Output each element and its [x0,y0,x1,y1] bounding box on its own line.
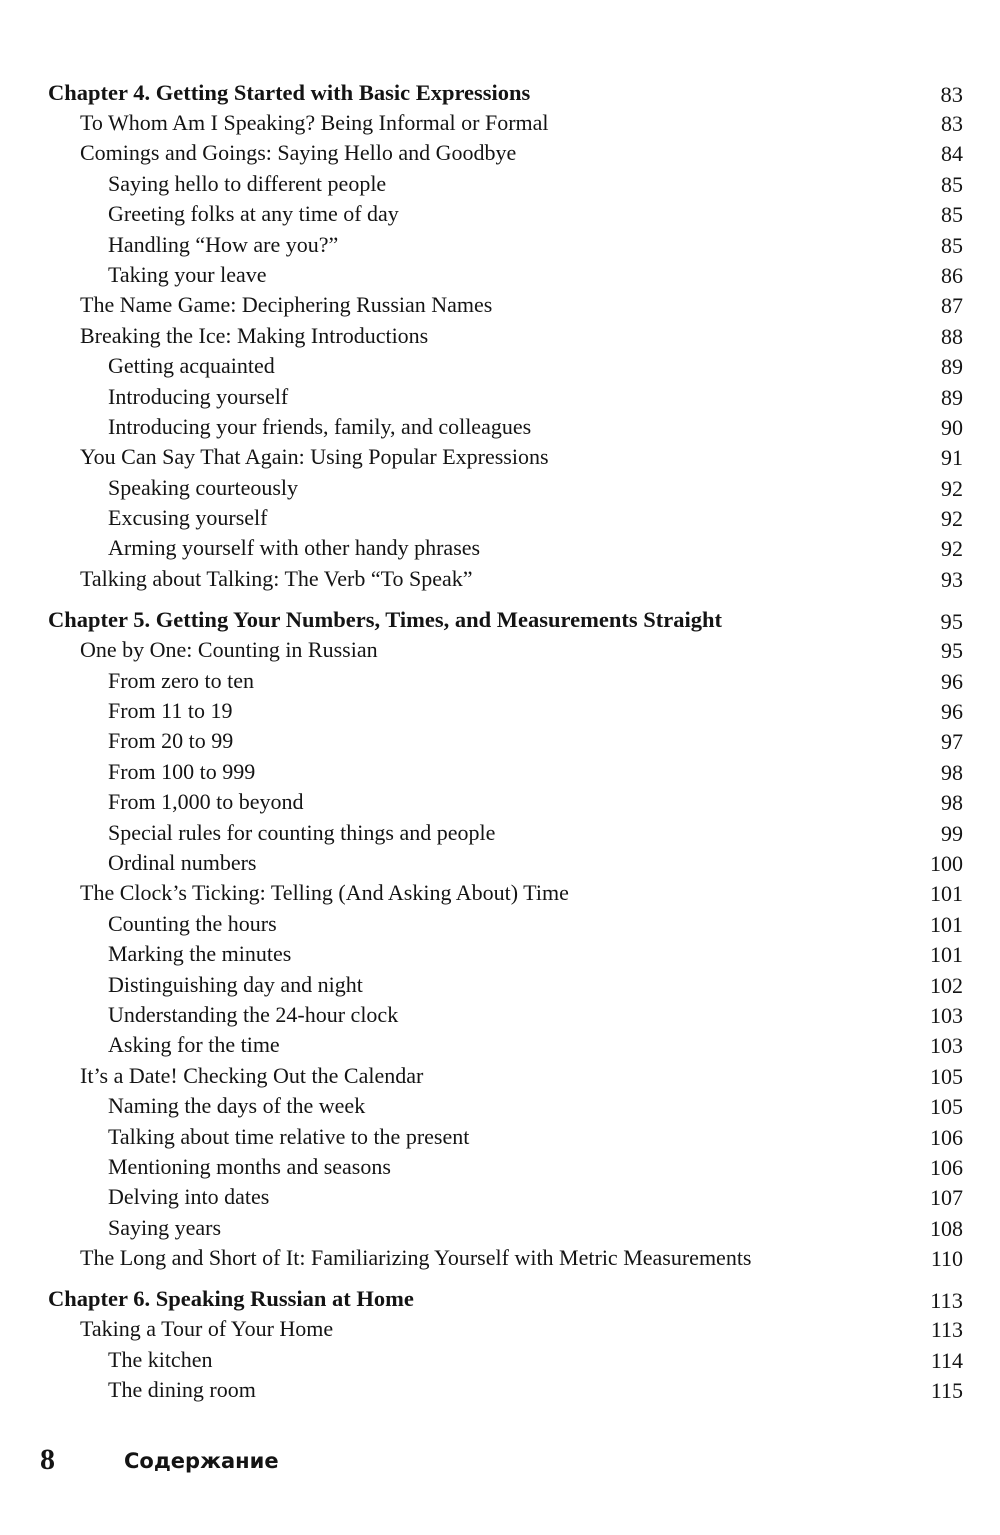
toc-subsection [0,818,1000,848]
toc-subsection [0,848,1000,878]
toc-subsection [0,230,1000,260]
toc-entry-title: Talking about Talking: The Verb “To Speak” [80,565,473,591]
page-footer [0,1443,1000,1483]
toc-entry-page: 87 [941,293,963,319]
toc-section [0,1061,1000,1091]
toc-entry-title: Distinguishing day and night [108,971,363,997]
toc-entry-page: 105 [930,1063,963,1089]
toc-entry-title: Special rules for counting things and people [108,819,496,845]
toc-entry-page: 89 [941,354,963,380]
toc-entry-page: 90 [941,414,963,440]
toc-subsection [0,169,1000,199]
toc-entry-title: Getting acquainted [108,353,275,379]
toc-subsection [0,1030,1000,1060]
toc-entry-page: 115 [930,1378,963,1404]
toc-entry-title: Introducing your friends, family, and colleagues [108,413,532,439]
toc-subsection [0,1213,1000,1243]
toc-entry-page: 98 [941,759,963,785]
toc-entry-title: Talking about time relative to the present [108,1123,470,1149]
toc-entry-title: From 20 to 99 [108,728,234,754]
toc-entry-title: Counting the hours [108,910,277,936]
toc-entry-title: Mentioning months and seasons [108,1153,391,1179]
toc-subsection [0,909,1000,939]
toc-subsection [0,1122,1000,1152]
toc-entry-page: 114 [930,1347,963,1373]
toc-entry-title: Marking the minutes [108,941,292,967]
toc-subsection [0,1182,1000,1212]
toc-entry-title: It’s a Date! Checking Out the Calendar [80,1062,424,1088]
toc-subsection [0,696,1000,726]
toc-entry-title: The Long and Short of It: Familiarizing Yourself with Metric Measurements [80,1245,752,1271]
toc-entry-page: 92 [941,506,963,532]
toc-subsection [0,473,1000,503]
toc-section [0,108,1000,138]
toc-subsection [0,1091,1000,1121]
toc-entry-page: 85 [941,202,963,228]
toc-entry-title: Ordinal numbers [108,849,257,875]
toc-subsection [0,1152,1000,1182]
toc-chapter [0,78,1000,108]
toc-section [0,290,1000,320]
toc-subsection [0,1345,1000,1375]
toc-subsection [0,503,1000,533]
toc-entry-page: 92 [941,475,963,501]
toc-entry-page: 106 [930,1124,963,1150]
toc-entry-page: 95 [940,609,963,635]
toc-entry-title: Understanding the 24-hour clock [108,1001,399,1027]
toc-entry-page: 99 [941,820,963,846]
toc-subsection [0,970,1000,1000]
toc-entry-page: 107 [930,1185,963,1211]
toc-entry-title: Greeting folks at any time of day [108,201,399,227]
toc-entry-title: One by One: Counting in Russian [80,637,378,663]
toc-entry-page: 105 [930,1094,963,1120]
toc-entry-title: From 100 to 999 [108,758,256,784]
toc-section [0,1243,1000,1273]
toc-chapter [0,605,1000,635]
toc-entry-title: Comings and Goings: Saying Hello and Goodbye [80,140,517,166]
toc-entry-page: 85 [941,171,963,197]
toc-entry-title: Chapter 5. Getting Your Numbers, Times, and Measurements Straight [48,607,722,633]
toc-section [0,635,1000,665]
toc-subsection [0,412,1000,442]
toc-entry-title: From 1,000 to beyond [108,789,304,815]
toc-entry-page: 113 [930,1317,963,1343]
toc-entry-page: 83 [940,82,963,107]
toc-entry-title: Delving into dates [108,1184,270,1210]
toc-entry-title: Speaking courteously [108,474,299,500]
page-number: 8 [40,1443,55,1476]
toc-subsection [0,382,1000,412]
toc-subsection [0,1000,1000,1030]
toc-subsection [0,939,1000,969]
toc-subsection [0,260,1000,290]
toc-subsection [0,199,1000,229]
toc-entry-page: 103 [930,1033,963,1059]
toc-entry-title: Asking for the time [108,1032,280,1058]
toc-entry-title: Arming yourself with other handy phrases [108,535,481,561]
toc-entry-title: You Can Say That Again: Using Popular Expressions [80,444,549,470]
toc-entry-title: Saying hello to different people [108,170,387,196]
toc-entry-page: 85 [941,232,963,258]
toc-section [0,878,1000,908]
toc-entry-title: The dining room [108,1377,256,1403]
toc-entry-title: Chapter 6. Speaking Russian at Home [48,1286,414,1312]
toc-entry-page: 103 [930,1002,963,1028]
toc-subsection [0,757,1000,787]
toc-entry-title: Taking a Tour of Your Home [80,1316,334,1342]
toc-entry-title: The kitchen [108,1346,213,1372]
toc-entry-page: 98 [941,790,963,816]
toc-entry-title: Taking your leave [108,261,267,287]
toc-entry-page: 88 [941,323,963,349]
toc-chapter [0,1284,1000,1314]
toc-entry-title: Excusing yourself [108,505,268,531]
toc-section [0,442,1000,472]
toc-subsection [0,726,1000,756]
toc-entry-page: 86 [941,262,963,288]
toc-entry-page: 108 [930,1215,963,1241]
toc-entry-page: 101 [930,942,963,968]
toc-section [0,138,1000,168]
running-head: Содержание [124,1449,279,1473]
toc-entry-page: 102 [930,972,963,998]
toc-entry-page: 113 [930,1288,963,1314]
toc-entry-page: 92 [941,536,963,562]
toc-entry-title: From 11 to 19 [108,698,233,724]
toc-entry-title: The Clock’s Ticking: Telling (And Asking About) Time [80,880,569,906]
toc-entry-page: 96 [941,699,963,725]
toc-section [0,564,1000,594]
toc-entry-page: 84 [941,141,963,167]
toc-entry-title: Chapter 4. Getting Started with Basic Expressions [48,80,531,105]
toc-subsection [0,787,1000,817]
toc-entry-page: 106 [930,1154,963,1180]
toc-section [0,1314,1000,1344]
toc-entry-page: 97 [941,729,963,755]
toc-entry-title: Naming the days of the week [108,1093,366,1119]
toc-entry-title: Saying years [108,1214,222,1240]
toc-entry-title: The Name Game: Deciphering Russian Names [80,292,493,318]
toc-entry-page: 101 [930,911,963,937]
toc-entry-title: Introducing yourself [108,383,289,409]
toc-section [0,321,1000,351]
toc-entry-page: 110 [930,1246,963,1272]
toc-entry-title: From zero to ten [108,667,255,693]
toc-entry-page: 101 [930,881,963,907]
toc-entry-page: 89 [941,384,963,410]
toc-entry-page: 93 [941,566,963,592]
toc-entry-title: To Whom Am I Speaking? Being Informal or Formal [80,110,549,135]
toc-entry-page: 100 [930,850,963,876]
table-of-contents [0,78,1000,1406]
toc-subsection [0,1375,1000,1405]
toc-subsection [0,351,1000,381]
toc-entry-page: 95 [941,638,963,664]
toc-entry-page: 83 [941,111,963,136]
toc-entry-title: Breaking the Ice: Making Introductions [80,322,429,348]
toc-entry-page: 91 [941,445,963,471]
toc-subsection [0,533,1000,563]
toc-entry-page: 96 [941,668,963,694]
toc-subsection [0,666,1000,696]
toc-entry-title: Handling “How are you?” [108,231,339,257]
